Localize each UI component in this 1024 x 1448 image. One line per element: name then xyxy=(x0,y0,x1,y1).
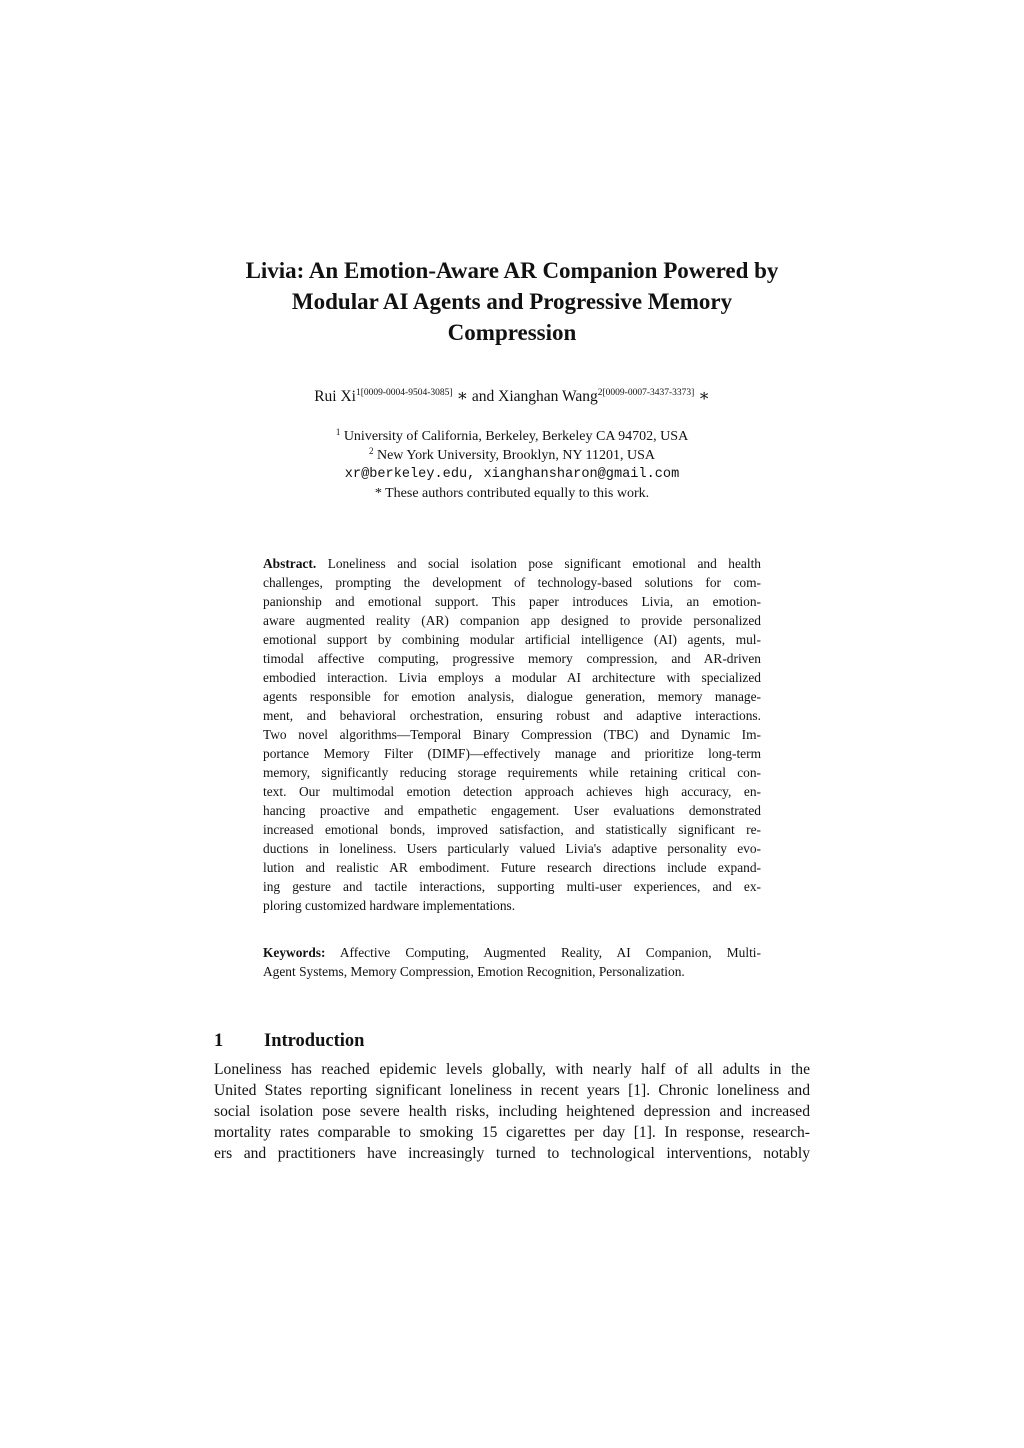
section-number: 1 xyxy=(214,1031,224,1052)
title-line: Livia: An Emotion-Aware AR Companion Powered by xyxy=(245,258,779,283)
introduction-body xyxy=(214,1059,810,1164)
abstract-label: Abstract. xyxy=(263,556,317,571)
abstract-line: ing gesture and tactile interactions, supporting multi-user experiences, and ex- xyxy=(263,879,761,894)
abstract-line: Two novel algorithms—Temporal Binary Compression (TBC) and Dynamic Im- xyxy=(263,727,761,742)
keywords xyxy=(263,943,761,981)
abstract-line xyxy=(263,554,761,573)
affiliation xyxy=(212,427,812,446)
abstract xyxy=(263,554,761,915)
author-name: Xianghan Wang xyxy=(498,388,598,405)
abstract-line: ment, and behavioral orchestration, ensuring robust and adaptive interactions. xyxy=(263,708,761,723)
affiliation-text: New York University, Brooklyn, NY 11201, USA xyxy=(376,448,656,463)
abstract-line: memory, significantly reducing storage requirements while retaining critical con- xyxy=(263,765,761,780)
abstract-line: lution and realistic AR embodiment. Future research directions include expand- xyxy=(263,860,761,875)
abstract-line: portance Memory Filter (DIMF)—effectively manage and prioritize long-term xyxy=(263,746,761,761)
affiliation-text: University of California, Berkeley, Berkeley CA 94702, USA xyxy=(343,429,689,444)
author-orcid: 1[0009-0004-9504-3085] xyxy=(355,388,453,398)
author-conjunction: and xyxy=(471,388,495,405)
title-line: Compression xyxy=(447,320,577,345)
affiliation-number: 1 xyxy=(335,427,341,437)
author-emails: xr@berkeley.edu, xianghansharon@gmail.com xyxy=(344,467,680,482)
abstract-line: aware augmented reality (AR) companion app designed to provide personalized xyxy=(263,613,761,628)
author-line xyxy=(212,386,812,407)
abstract-line: emotional support by combining modular artificial intelligence (AI) agents, mul- xyxy=(263,632,761,647)
affiliation-number: 2 xyxy=(368,446,374,456)
abstract-line: hancing proactive and empathetic engagement. User evaluations demonstrated xyxy=(263,803,761,818)
abstract-line: increased emotional bonds, improved satisfaction, and statistically significant re- xyxy=(263,822,761,837)
affiliations xyxy=(212,427,812,503)
abstract-line: panionship and emotional support. This paper introduces Livia, an emotion- xyxy=(263,594,761,609)
body-line: social isolation pose severe health risks, including heightened depression and increased xyxy=(214,1103,810,1120)
author-orcid: 2[0009-0007-3437-3373] xyxy=(597,388,695,398)
title-line: Modular AI Agents and Progressive Memory xyxy=(291,289,733,314)
body-line: Loneliness has reached epidemic levels globally, with nearly half of all adults in the xyxy=(214,1061,810,1078)
abstract-line: text. Our multimodal emotion detection approach achieves high accuracy, en- xyxy=(263,784,761,799)
abstract-line: ploring customized hardware implementations. xyxy=(263,898,516,913)
body-line: mortality rates comparable to smoking 15 cigarettes per day [1]. In response, research- xyxy=(214,1124,810,1141)
keywords-line: Agent Systems, Memory Compression, Emotion Recognition, Personalization. xyxy=(263,964,685,979)
abstract-line: challenges, prompting the development of technology-based solutions for com- xyxy=(263,575,761,590)
abstract-line: agents responsible for emotion analysis, dialogue generation, memory manage- xyxy=(263,689,761,704)
paper-title xyxy=(212,255,812,348)
body-line: ers and practitioners have increasingly turned to technological interventions, notably xyxy=(214,1145,810,1162)
equal-contribution-mark: ∗ xyxy=(456,386,468,405)
equal-contribution-note: * These authors contributed equally to this work. xyxy=(374,486,650,501)
equal-contribution-mark: ∗ xyxy=(698,386,710,405)
keywords-line xyxy=(263,943,761,962)
abstract-line: timodal affective computing, progressive memory compression, and AR-driven xyxy=(263,651,761,666)
abstract-line: embodied interaction. Livia employs a modular AI architecture with specialized xyxy=(263,670,761,685)
section-title: Introduction xyxy=(264,1031,365,1052)
author-name: Rui Xi xyxy=(314,388,356,405)
keywords-text: Affective Computing, Augmented Reality, AI Companion, Multi- xyxy=(339,945,761,960)
section-heading xyxy=(214,1029,364,1053)
body-line: United States reporting significant loneliness in recent years [1]. Chronic loneliness and xyxy=(214,1082,810,1099)
abstract-text: Loneliness and social isolation pose significant emotional and health xyxy=(327,556,761,571)
affiliation xyxy=(212,446,812,465)
abstract-line: ductions in loneliness. Users particularly valued Livia's adaptive personality evo- xyxy=(263,841,761,856)
keywords-label: Keywords: xyxy=(263,945,326,960)
